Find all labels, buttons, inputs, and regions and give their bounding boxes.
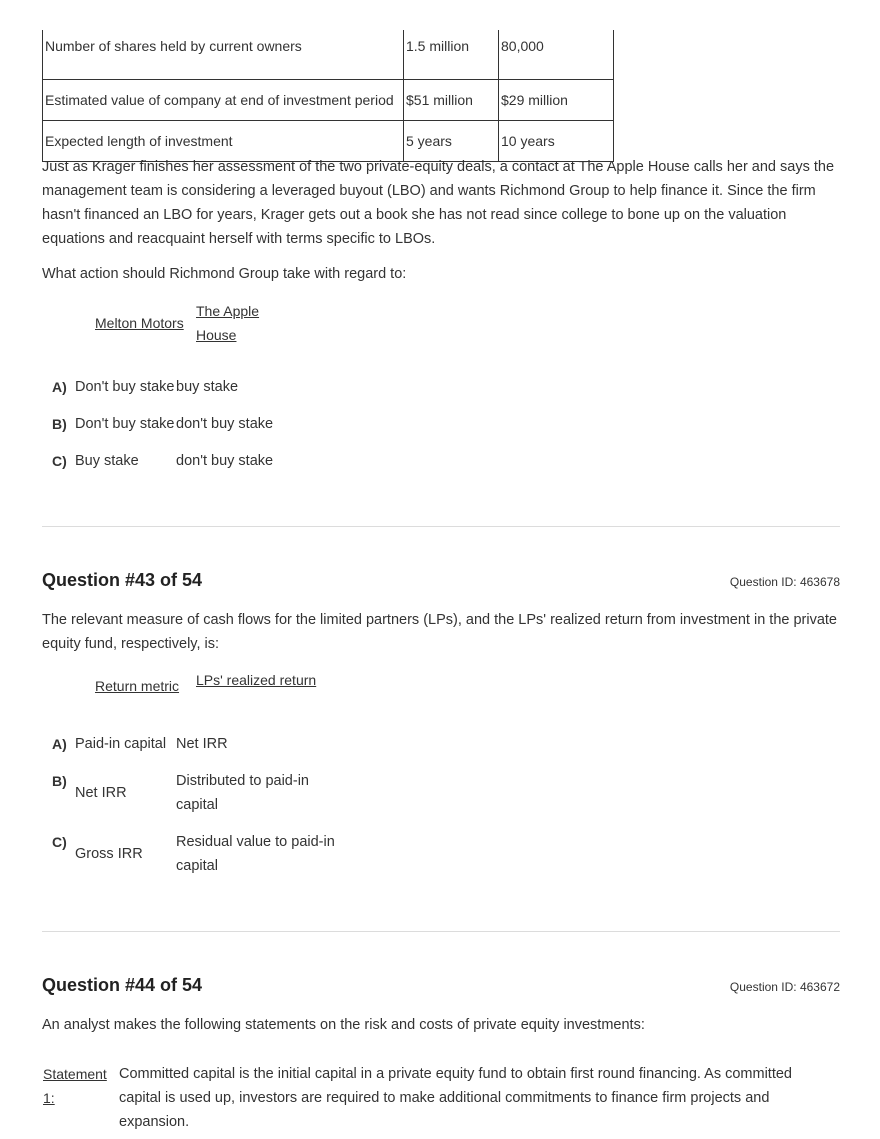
column-header-apple-house-line2: House: [196, 327, 237, 343]
question-id: Question ID: 463672: [729, 980, 840, 994]
table-row: [43, 80, 614, 121]
option-col1: Buy stake: [75, 453, 139, 469]
column-header-realized-return: LPs' realized return: [196, 672, 317, 688]
option-col1: Don't buy stake: [75, 416, 175, 432]
question-stem: An analyst makes the following statements on the risk and costs of private equity investments:: [42, 1017, 645, 1033]
column-header-apple-house-line1: The Apple: [196, 303, 260, 319]
option-col2-line1: Distributed to paid-in: [176, 773, 309, 789]
question-stem: The relevant measure of cash flows for the limited partners (LPs), and the LPs' realized return from investment in the private equity fund, respectively, is:: [42, 612, 837, 652]
table-cell: 1.5 million: [404, 30, 499, 80]
table-cell: Estimated value of company at end of investment period: [43, 80, 404, 121]
question-divider: [42, 526, 840, 527]
table-cell: Expected length of investment: [43, 121, 404, 162]
option-col1: Paid-in capital: [75, 736, 167, 752]
option-letter: C): [52, 453, 67, 469]
question-title: Question #43 of 54: [42, 570, 203, 590]
option-letter: B): [52, 773, 67, 789]
question-id: Question ID: 463678: [729, 575, 840, 589]
option-letter: A): [52, 736, 67, 752]
option-letter: A): [52, 379, 67, 395]
table-cell: $51 million: [404, 80, 499, 121]
column-header-melton-motors: Melton Motors: [95, 315, 184, 331]
option-col1: Gross IRR: [75, 846, 143, 862]
option-col2-line2: capital: [176, 797, 218, 813]
option-letter: B): [52, 416, 67, 432]
question-divider: [42, 931, 840, 932]
option-letter: C): [52, 834, 67, 850]
table-cell: 10 years: [499, 121, 614, 162]
option-col2: Net IRR: [176, 736, 228, 752]
question-stem: What action should Richmond Group take with regard to:: [42, 266, 407, 282]
statement-label: Statement 1:: [43, 1066, 107, 1106]
option-col2-line1: Residual value to paid-in: [176, 834, 335, 850]
table-row: [43, 30, 614, 80]
statement-text: Committed capital is the initial capital in a private equity fund to obtain first round financing. As committed capital is used up, investors are required to make additional commitments to finance firm projects and expansion.: [119, 1066, 792, 1130]
table-cell: $29 million: [499, 80, 614, 121]
question-title: Question #44 of 54: [42, 975, 203, 995]
table-cell: 80,000: [499, 30, 614, 80]
option-col2: buy stake: [176, 379, 239, 395]
vignette-paragraph: Just as Krager finishes her assessment of the two private-equity deals, a contact at The Apple House calls her and says the management team is considering a leveraged buyout (LBO) and wants Richmond Group to help finance it. Since the firm hasn't financed an LBO for years, Krager gets out a book she has not read since college to bone up on the valuation equations and reacquaint herself with terms specific to LBOs.: [42, 159, 835, 247]
option-col2: don't buy stake: [176, 453, 274, 469]
option-col2-line2: capital: [176, 858, 218, 874]
column-header-return-metric: Return metric: [95, 678, 180, 694]
table-cell: 5 years: [404, 121, 499, 162]
option-col1: Don't buy stake: [75, 379, 175, 395]
table-cell: Number of shares held by current owners: [43, 30, 404, 80]
company-comparison-table: [42, 30, 614, 162]
option-col2: don't buy stake: [176, 416, 274, 432]
option-col1: Net IRR: [75, 785, 127, 801]
